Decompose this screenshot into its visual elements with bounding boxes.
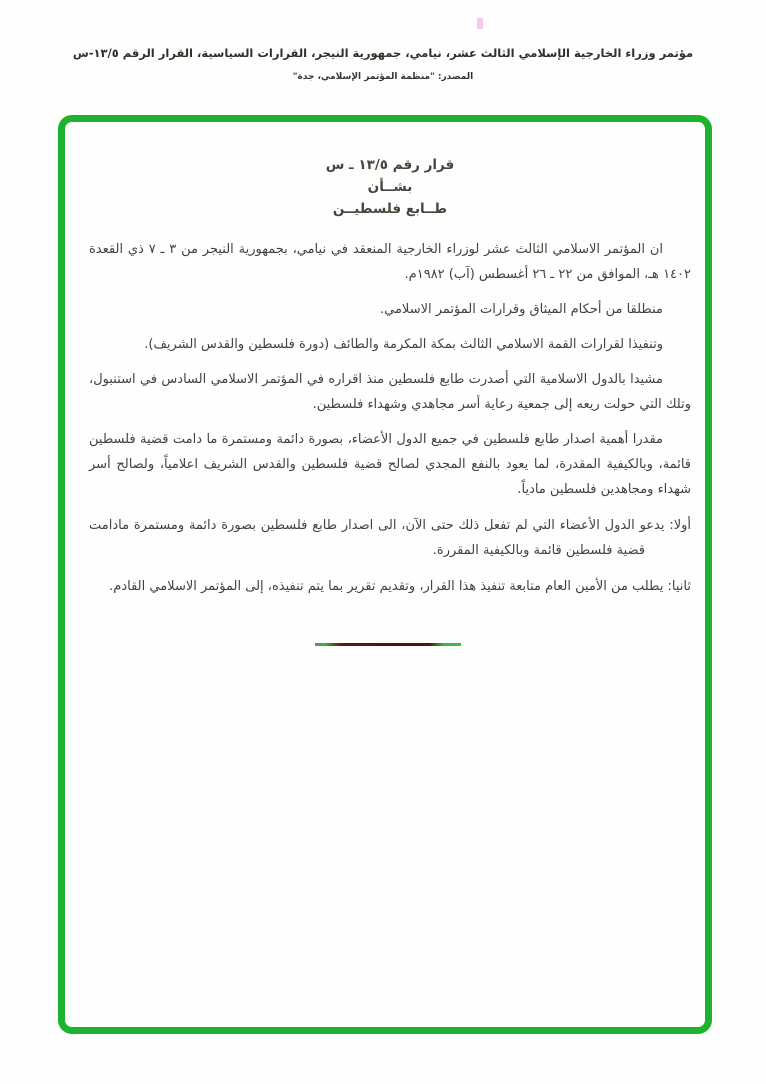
clause-second-text: يطلب من الأمين العام متابعة تنفيذ هذا القرار، وتقديم تقرير بما يتم تنفيذه، إلى المؤتمر الاسلامي القادم. [109,579,668,594]
clause-second [89,574,691,599]
scan-artifact-mark [477,18,483,29]
paragraph-appreciating: مقدرا أهمية اصدار طابع فلسطين في جميع الدول الأعضاء، بصورة دائمة ومستمرة ما دامت قضية فلسطين قائمة، وبالكيفية المقدرة، لما يعود بالنفع المجدي لصالح قضية فلسطين والقدس الشريف اعلامياً، ولصالح أسر شهداء ومجاهدين فلسطين مادياً. [89,432,691,497]
resolution-subject: طــابع فلسطيــن [332,201,448,217]
resolution-regarding: بشــأن [367,179,413,195]
green-border-frame [58,115,712,1034]
clause-first-text: يدعو الدول الأعضاء التي لم تفعل ذلك حتى الآن، الى اصدار طابع فلسطين بصورة دائمة ومستمرة مادامت قضية فلسطين قائمة وبالكيفية المقررة. [89,518,670,558]
clause-first-label: أولا: [669,518,691,533]
paragraph-commending: مشيدا بالدول الاسلامية التي أصدرت طابع فلسطين منذ اقراره في المؤتمر الاسلامي السادس في استنبول، وتلك التي حولت ريعه إلى جمعية رعاية أسر مجاهدي وشهداء فلسطين. [89,372,691,412]
clause-first [89,513,691,563]
paragraph-preamble: ان المؤتمر الاسلامي الثالث عشر لوزراء الخارجية المنعقد في نيامي، بجمهورية النيجر من ٣ ـ ٧ ذي القعدة ١٤٠٢ هـ، الموافق من ٢٢ ـ ٢٦ أغسطس (آب) ١٩٨٢م. [89,242,691,282]
paragraph-charter: منطلقا من أحكام الميثاق وقرارات المؤتمر الاسلامي. [380,302,663,317]
header-citation: مؤتمر وزراء الخارجية الإسلامي الثالث عشر، نيامي، جمهورية النيجر، القرارات السياسية، القرار الرقم ١٣/٥-س [72,46,694,60]
header-source: المصدر: "منظمة المؤتمر الإسلامي، جدة" [292,72,474,82]
paragraph-summit: وتنفيذا لقرارات القمة الاسلامي الثالث بمكة المكرمة والطائف (دورة فلسطين والقدس الشريف). [144,337,663,352]
resolution-title-block [89,154,691,220]
resolution-number: قرار رقم ١٣/٥ ـ س [325,157,455,173]
document-header [0,46,766,82]
separator-line [315,643,461,646]
clause-second-label: ثانيا: [667,579,691,594]
